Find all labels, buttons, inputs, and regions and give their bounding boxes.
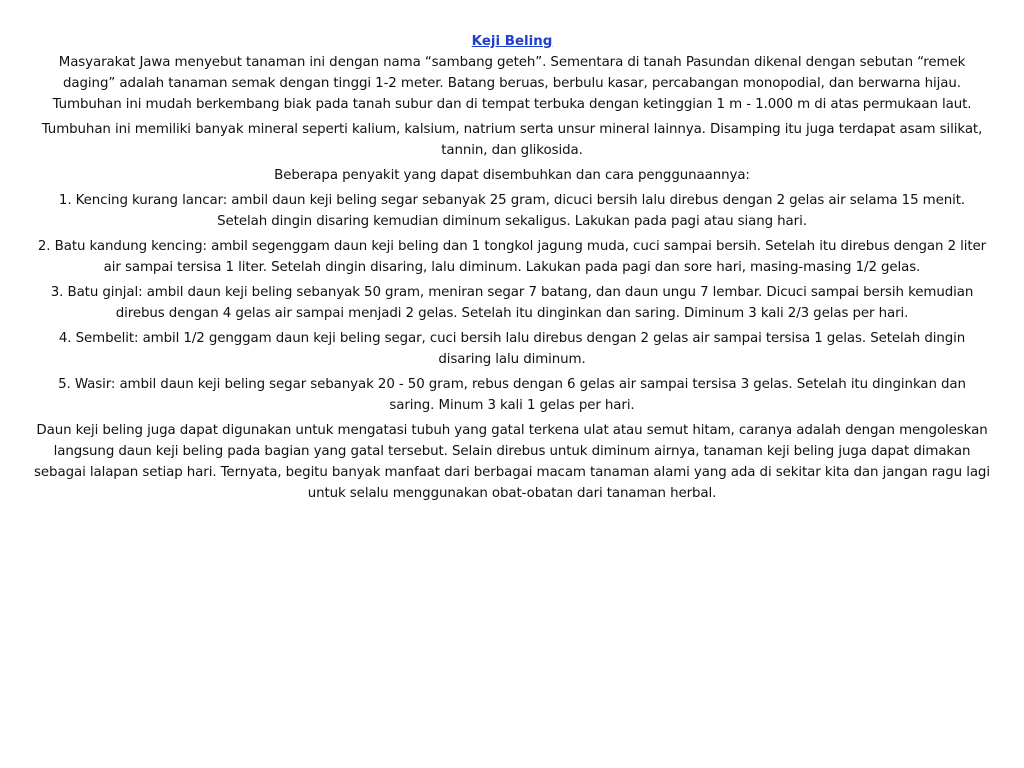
list-item-batu-ginjal: 3. Batu ginjal: ambil daun keji beling sebanyak 50 gram, meniran segar 7 batang, dan daun ungu 7 lembar. Dicuci sampai bersih kemudian direbus dengan 4 gelas air sampai menjadi 2 gelas. Setelah itu dinginkan dan saring. Diminum 3 kali 2/3 gelas per hari. xyxy=(50,285,974,321)
list-item-kencing: 1. Kencing kurang lancar: ambil daun keji beling segar sebanyak 25 gram, dicuci bersih lalu direbus dengan 2 gelas air selama 15 menit. Setelah dingin disaring kemudian diminum sekaligus. Lakukan pada pagi atau siang hari. xyxy=(58,193,966,229)
paragraph-closing: Daun keji beling juga dapat digunakan untuk mengatasi tubuh yang gatal terkena ulat atau semut hitam, caranya adalah dengan mengoleskan langsung daun keji beling pada bagian yang gatal tersebut. Selain direbus untuk diminum airnya, tanaman keji beling juga dapat dimakan sebagai lalapan setiap hari. Ternyata, begitu banyak manfaat dari berbagai macam tanaman alami yang ada di sekitar kita dan jangan ragu lagi untuk selalu menggunakan obat-obatan dari tanaman herbal. xyxy=(34,423,990,501)
list-item-batu-kandung: 2. Batu kandung kencing: ambil segenggam daun keji beling dan 1 tongkol jagung muda, cuci sampai bersih. Setelah itu direbus dengan 2 liter air sampai tersisa 1 liter. Setelah dingin disaring, lalu diminum. Lakukan pada pagi dan sore hari, masing-masing 1/2 gelas. xyxy=(37,239,987,275)
list-item-wasir: 5. Wasir: ambil daun keji beling segar sebanyak 20 - 50 gram, rebus dengan 6 gelas air sampai tersisa 3 gelas. Setelah itu dinginkan dan saring. Minum 3 kali 1 gelas per hari. xyxy=(58,377,966,413)
paragraph-diseases-heading: Beberapa penyakit yang dapat disembuhkan dan cara penggunaannya: xyxy=(274,168,750,183)
title-link[interactable]: Keji Beling xyxy=(471,34,553,49)
paragraph-minerals: Tumbuhan ini memiliki banyak mineral seperti kalium, kalsium, natrium serta unsur mineral lainnya. Disamping itu juga terdapat asam silikat, tannin, dan glikosida. xyxy=(41,122,983,158)
paragraph-intro: Masyarakat Jawa menyebut tanaman ini dengan nama “sambang geteh”. Sementara di tanah Pasundan dikenal dengan sebutan “remek daging” adalah tanaman semak dengan tinggi 1-2 meter. Batang beruas, berbulu kasar, percabangan monopodial, dan berwarna hijau. Tumbuhan ini mudah berkembang biak pada tanah subur dan di tempat terbuka dengan ketinggian 1 m - 1.000 m di atas permukaan laut. xyxy=(52,55,972,112)
list-item-sembelit: 4. Sembelit: ambil 1/2 genggam daun keji beling segar, cuci bersih lalu direbus dengan 2 gelas air sampai tersisa 1 gelas. Setelah dingin disaring lalu diminum. xyxy=(58,331,966,367)
title-container xyxy=(34,30,990,49)
